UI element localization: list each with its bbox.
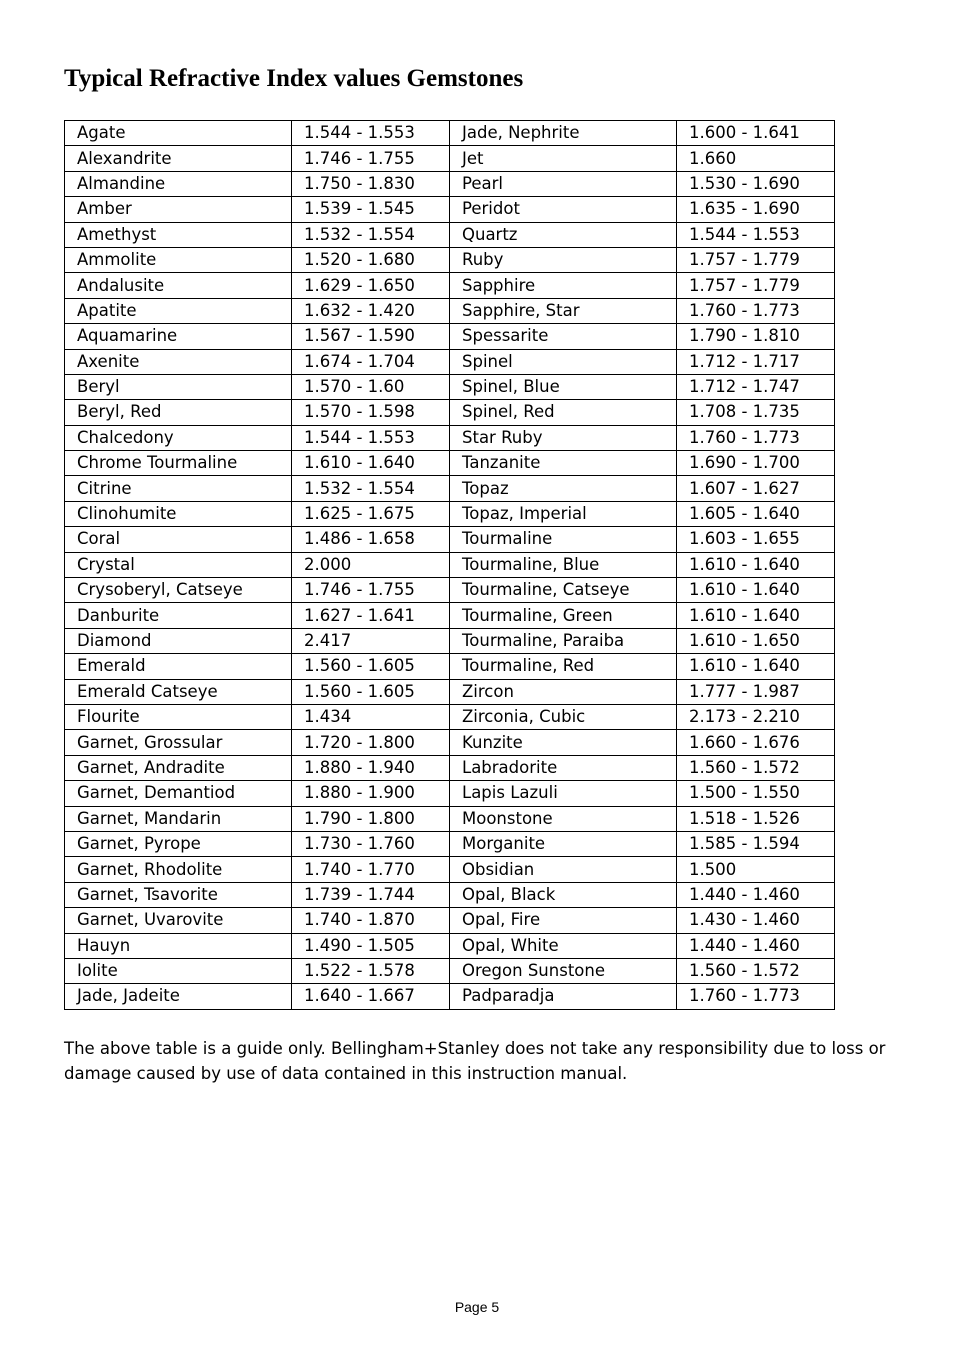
refractive-index-cell: 1.720 - 1.800 bbox=[292, 730, 450, 755]
table-row bbox=[65, 857, 835, 882]
refractive-index-cell: 1.629 - 1.650 bbox=[292, 273, 450, 298]
gem-name-cell: Garnet, Rhodolite bbox=[65, 857, 292, 882]
refractive-index-cell: 1.610 - 1.640 bbox=[292, 451, 450, 476]
refractive-index-cell: 1.610 - 1.650 bbox=[677, 628, 835, 653]
refractive-index-cell: 1.560 - 1.572 bbox=[677, 958, 835, 983]
refractive-index-cell: 1.660 bbox=[677, 146, 835, 171]
refractive-index-cell: 1.610 - 1.640 bbox=[677, 654, 835, 679]
refractive-index-cell: 1.518 - 1.526 bbox=[677, 806, 835, 831]
table-row bbox=[65, 578, 835, 603]
refractive-index-cell: 1.532 - 1.554 bbox=[292, 476, 450, 501]
gem-name-cell: Oregon Sunstone bbox=[450, 958, 677, 983]
gem-name-cell: Agate bbox=[65, 121, 292, 146]
gem-name-cell: Opal, Black bbox=[450, 882, 677, 907]
gem-name-cell: Garnet, Mandarin bbox=[65, 806, 292, 831]
gem-name-cell: Crystal bbox=[65, 552, 292, 577]
table-row bbox=[65, 755, 835, 780]
gem-name-cell: Amber bbox=[65, 197, 292, 222]
table-row bbox=[65, 527, 835, 552]
gem-name-cell: Apatite bbox=[65, 298, 292, 323]
table-row bbox=[65, 781, 835, 806]
gem-name-cell: Tanzanite bbox=[450, 451, 677, 476]
gem-name-cell: Tourmaline, Green bbox=[450, 603, 677, 628]
gem-name-cell: Tourmaline, Red bbox=[450, 654, 677, 679]
refractive-index-cell: 1.712 - 1.717 bbox=[677, 349, 835, 374]
table-row bbox=[65, 908, 835, 933]
gem-name-cell: Coral bbox=[65, 527, 292, 552]
gem-name-cell: Opal, White bbox=[450, 933, 677, 958]
refractive-index-cell: 1.440 - 1.460 bbox=[677, 882, 835, 907]
gem-name-cell: Jade, Nephrite bbox=[450, 121, 677, 146]
gem-name-cell: Star Ruby bbox=[450, 425, 677, 450]
refractive-index-cell: 1.760 - 1.773 bbox=[677, 425, 835, 450]
refractive-index-cell: 1.430 - 1.460 bbox=[677, 908, 835, 933]
table-row bbox=[65, 197, 835, 222]
gem-name-cell: Moonstone bbox=[450, 806, 677, 831]
gem-name-cell: Ammolite bbox=[65, 247, 292, 272]
gem-name-cell: Spessarite bbox=[450, 324, 677, 349]
gem-name-cell: Topaz bbox=[450, 476, 677, 501]
refractive-index-cell: 1.600 - 1.641 bbox=[677, 121, 835, 146]
table-row bbox=[65, 324, 835, 349]
gem-name-cell: Garnet, Grossular bbox=[65, 730, 292, 755]
gem-name-cell: Morganite bbox=[450, 831, 677, 856]
gem-name-cell: Chrome Tourmaline bbox=[65, 451, 292, 476]
refractive-index-cell: 1.627 - 1.641 bbox=[292, 603, 450, 628]
gem-name-cell: Emerald bbox=[65, 654, 292, 679]
gem-name-cell: Clinohumite bbox=[65, 501, 292, 526]
gem-name-cell: Chalcedony bbox=[65, 425, 292, 450]
refractive-index-cell: 1.560 - 1.605 bbox=[292, 679, 450, 704]
table-row bbox=[65, 146, 835, 171]
refractive-index-cell: 1.746 - 1.755 bbox=[292, 578, 450, 603]
gem-name-cell: Flourite bbox=[65, 704, 292, 729]
table-row bbox=[65, 273, 835, 298]
refractive-index-cell: 1.708 - 1.735 bbox=[677, 400, 835, 425]
gem-name-cell: Labradorite bbox=[450, 755, 677, 780]
refractive-index-cell: 1.740 - 1.770 bbox=[292, 857, 450, 882]
gem-name-cell: Opal, Fire bbox=[450, 908, 677, 933]
gem-name-cell: Almandine bbox=[65, 171, 292, 196]
page-number: Page 5 bbox=[454, 1299, 500, 1315]
refractive-index-table bbox=[64, 120, 835, 1010]
gem-name-cell: Tourmaline, Paraiba bbox=[450, 628, 677, 653]
refractive-index-cell: 1.674 - 1.704 bbox=[292, 349, 450, 374]
refractive-index-cell: 1.660 - 1.676 bbox=[677, 730, 835, 755]
refractive-index-cell: 1.880 - 1.940 bbox=[292, 755, 450, 780]
table-row bbox=[65, 730, 835, 755]
table-row bbox=[65, 933, 835, 958]
gem-name-cell: Hauyn bbox=[65, 933, 292, 958]
refractive-index-cell: 1.635 - 1.690 bbox=[677, 197, 835, 222]
refractive-index-cell: 2.173 - 2.210 bbox=[677, 704, 835, 729]
gem-name-cell: Zircon bbox=[450, 679, 677, 704]
gem-name-cell: Padparadja bbox=[450, 984, 677, 1009]
gem-name-cell: Amethyst bbox=[65, 222, 292, 247]
refractive-index-cell: 1.530 - 1.690 bbox=[677, 171, 835, 196]
gem-name-cell: Jade, Jadeite bbox=[65, 984, 292, 1009]
refractive-index-cell: 1.570 - 1.60 bbox=[292, 374, 450, 399]
gem-name-cell: Garnet, Tsavorite bbox=[65, 882, 292, 907]
table-body bbox=[65, 121, 835, 1010]
refractive-index-cell: 1.434 bbox=[292, 704, 450, 729]
refractive-index-cell: 1.532 - 1.554 bbox=[292, 222, 450, 247]
refractive-index-cell: 1.760 - 1.773 bbox=[677, 298, 835, 323]
gem-name-cell: Danburite bbox=[65, 603, 292, 628]
gem-name-cell: Axenite bbox=[65, 349, 292, 374]
table-row bbox=[65, 349, 835, 374]
table-row bbox=[65, 476, 835, 501]
refractive-index-cell: 1.570 - 1.598 bbox=[292, 400, 450, 425]
gem-name-cell: Sapphire, Star bbox=[450, 298, 677, 323]
table-row bbox=[65, 628, 835, 653]
table-row bbox=[65, 984, 835, 1009]
refractive-index-cell: 1.712 - 1.747 bbox=[677, 374, 835, 399]
refractive-index-cell: 1.610 - 1.640 bbox=[677, 578, 835, 603]
gem-name-cell: Citrine bbox=[65, 476, 292, 501]
table-row bbox=[65, 425, 835, 450]
gem-name-cell: Garnet, Andradite bbox=[65, 755, 292, 780]
refractive-index-cell: 1.544 - 1.553 bbox=[292, 425, 450, 450]
refractive-index-cell: 1.777 - 1.987 bbox=[677, 679, 835, 704]
table-row bbox=[65, 806, 835, 831]
refractive-index-cell: 1.544 - 1.553 bbox=[292, 121, 450, 146]
gem-name-cell: Garnet, Pyrope bbox=[65, 831, 292, 856]
gem-name-cell: Tourmaline bbox=[450, 527, 677, 552]
gem-name-cell: Beryl, Red bbox=[65, 400, 292, 425]
refractive-index-cell: 1.790 - 1.800 bbox=[292, 806, 450, 831]
refractive-index-cell: 1.544 - 1.553 bbox=[677, 222, 835, 247]
gem-name-cell: Andalusite bbox=[65, 273, 292, 298]
refractive-index-cell: 1.603 - 1.655 bbox=[677, 527, 835, 552]
table-row bbox=[65, 501, 835, 526]
refractive-index-cell: 1.757 - 1.779 bbox=[677, 273, 835, 298]
gem-name-cell: Aquamarine bbox=[65, 324, 292, 349]
table-row bbox=[65, 298, 835, 323]
refractive-index-cell: 1.880 - 1.900 bbox=[292, 781, 450, 806]
refractive-index-cell: 1.640 - 1.667 bbox=[292, 984, 450, 1009]
gem-name-cell: Garnet, Demantiod bbox=[65, 781, 292, 806]
refractive-index-cell: 1.500 - 1.550 bbox=[677, 781, 835, 806]
gem-name-cell: Emerald Catseye bbox=[65, 679, 292, 704]
gem-name-cell: Diamond bbox=[65, 628, 292, 653]
gem-name-cell: Kunzite bbox=[450, 730, 677, 755]
table-row bbox=[65, 603, 835, 628]
refractive-index-cell: 1.625 - 1.675 bbox=[292, 501, 450, 526]
refractive-index-cell: 1.560 - 1.572 bbox=[677, 755, 835, 780]
refractive-index-cell: 1.585 - 1.594 bbox=[677, 831, 835, 856]
refractive-index-cell: 1.739 - 1.744 bbox=[292, 882, 450, 907]
gem-name-cell: Tourmaline, Catseye bbox=[450, 578, 677, 603]
gem-name-cell: Sapphire bbox=[450, 273, 677, 298]
gem-name-cell: Topaz, Imperial bbox=[450, 501, 677, 526]
refractive-index-cell: 1.560 - 1.605 bbox=[292, 654, 450, 679]
refractive-index-cell: 1.790 - 1.810 bbox=[677, 324, 835, 349]
gem-name-cell: Garnet, Uvarovite bbox=[65, 908, 292, 933]
table-row bbox=[65, 704, 835, 729]
refractive-index-cell: 1.500 bbox=[677, 857, 835, 882]
refractive-index-cell: 2.417 bbox=[292, 628, 450, 653]
gem-name-cell: Beryl bbox=[65, 374, 292, 399]
gem-name-cell: Iolite bbox=[65, 958, 292, 983]
gem-name-cell: Zirconia, Cubic bbox=[450, 704, 677, 729]
table-row bbox=[65, 374, 835, 399]
table-row bbox=[65, 831, 835, 856]
table-row bbox=[65, 552, 835, 577]
disclaimer-text: The above table is a guide only. Bellingham+Stanley does not take any responsibility due to loss or damage caused by use of data contained in this instruction manual. bbox=[64, 1039, 886, 1083]
refractive-index-cell: 1.522 - 1.578 bbox=[292, 958, 450, 983]
refractive-index-cell: 2.000 bbox=[292, 552, 450, 577]
gem-name-cell: Jet bbox=[450, 146, 677, 171]
gem-name-cell: Obsidian bbox=[450, 857, 677, 882]
refractive-index-cell: 1.632 - 1.420 bbox=[292, 298, 450, 323]
refractive-index-cell: 1.610 - 1.640 bbox=[677, 603, 835, 628]
gem-name-cell: Lapis Lazuli bbox=[450, 781, 677, 806]
refractive-index-cell: 1.486 - 1.658 bbox=[292, 527, 450, 552]
refractive-index-cell: 1.757 - 1.779 bbox=[677, 247, 835, 272]
refractive-index-cell: 1.605 - 1.640 bbox=[677, 501, 835, 526]
gem-name-cell: Alexandrite bbox=[65, 146, 292, 171]
gem-name-cell: Ruby bbox=[450, 247, 677, 272]
table-row bbox=[65, 121, 835, 146]
table-row bbox=[65, 679, 835, 704]
refractive-index-cell: 1.607 - 1.627 bbox=[677, 476, 835, 501]
refractive-index-cell: 1.440 - 1.460 bbox=[677, 933, 835, 958]
refractive-index-cell: 1.520 - 1.680 bbox=[292, 247, 450, 272]
table-row bbox=[65, 654, 835, 679]
gem-name-cell: Tourmaline, Blue bbox=[450, 552, 677, 577]
table-row bbox=[65, 958, 835, 983]
gem-name-cell: Quartz bbox=[450, 222, 677, 247]
refractive-index-cell: 1.490 - 1.505 bbox=[292, 933, 450, 958]
table-row bbox=[65, 171, 835, 196]
refractive-index-cell: 1.750 - 1.830 bbox=[292, 171, 450, 196]
page-title: Typical Refractive Index values Gemstones bbox=[64, 65, 524, 92]
table-row bbox=[65, 247, 835, 272]
refractive-index-cell: 1.539 - 1.545 bbox=[292, 197, 450, 222]
refractive-index-cell: 1.746 - 1.755 bbox=[292, 146, 450, 171]
refractive-index-cell: 1.610 - 1.640 bbox=[677, 552, 835, 577]
refractive-index-cell: 1.740 - 1.870 bbox=[292, 908, 450, 933]
gem-name-cell: Spinel, Red bbox=[450, 400, 677, 425]
table-row bbox=[65, 451, 835, 476]
gem-name-cell: Spinel bbox=[450, 349, 677, 374]
gem-name-cell: Peridot bbox=[450, 197, 677, 222]
gem-name-cell: Crysoberyl, Catseye bbox=[65, 578, 292, 603]
refractive-index-cell: 1.690 - 1.700 bbox=[677, 451, 835, 476]
refractive-index-cell: 1.567 - 1.590 bbox=[292, 324, 450, 349]
refractive-index-cell: 1.760 - 1.773 bbox=[677, 984, 835, 1009]
gem-name-cell: Spinel, Blue bbox=[450, 374, 677, 399]
gem-name-cell: Pearl bbox=[450, 171, 677, 196]
table-row bbox=[65, 400, 835, 425]
refractive-index-cell: 1.730 - 1.760 bbox=[292, 831, 450, 856]
table-row bbox=[65, 882, 835, 907]
table-row bbox=[65, 222, 835, 247]
